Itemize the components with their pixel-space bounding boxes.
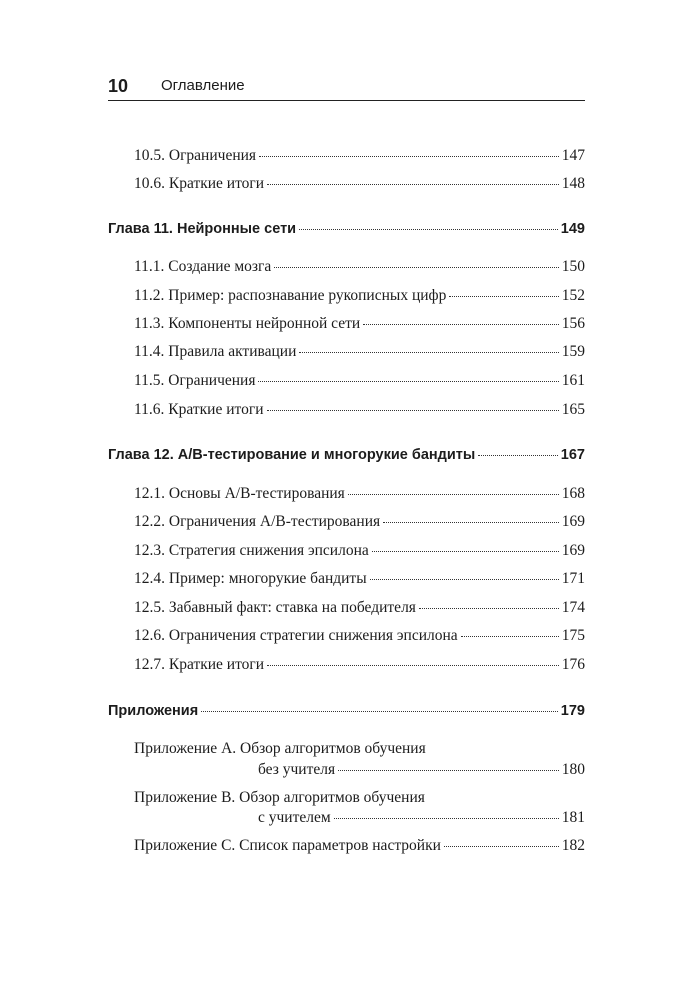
dot-leader bbox=[383, 522, 559, 523]
dot-leader bbox=[267, 665, 559, 666]
page-number: 10 bbox=[108, 76, 129, 96]
toc-entry-page: 174 bbox=[561, 599, 585, 616]
toc-entry-11-4[interactable] bbox=[134, 342, 585, 362]
toc-entry-title: с учителем bbox=[258, 809, 331, 826]
toc-appendix-c[interactable] bbox=[134, 836, 585, 856]
toc-entry-page: 161 bbox=[561, 372, 585, 389]
toc-entry-title: 11.6. Краткие итоги bbox=[134, 401, 264, 418]
dot-leader bbox=[334, 818, 559, 819]
toc-entry-page: 169 bbox=[561, 542, 585, 559]
dot-leader bbox=[449, 296, 558, 297]
toc-chapter-11[interactable] bbox=[108, 219, 585, 239]
toc-appendix-b[interactable] bbox=[258, 808, 585, 828]
dot-leader bbox=[419, 608, 559, 609]
toc-entry-page: 159 bbox=[561, 343, 585, 360]
toc-entry-page: 176 bbox=[561, 656, 585, 673]
toc-entry-page: 148 bbox=[561, 175, 585, 192]
dot-leader bbox=[478, 455, 558, 456]
toc-entry-page: 171 bbox=[561, 570, 585, 587]
toc-entry-10-5[interactable] bbox=[134, 146, 585, 166]
toc-entry-title: 10.5. Ограничения bbox=[134, 147, 257, 164]
toc-chapter-page: 179 bbox=[560, 703, 585, 719]
dot-leader bbox=[274, 267, 558, 268]
toc-entry-12-2[interactable] bbox=[134, 512, 585, 532]
dot-leader bbox=[363, 324, 559, 325]
toc-chapter-title: Приложения bbox=[108, 703, 199, 719]
toc-entry-12-5[interactable] bbox=[134, 598, 585, 618]
dot-leader bbox=[370, 579, 559, 580]
toc-entry-page: 165 bbox=[561, 401, 585, 418]
toc-entry-12-3[interactable] bbox=[134, 541, 585, 561]
toc-entry-title: 12.5. Забавный факт: ставка на победителя bbox=[134, 599, 416, 616]
toc-entry-title: 12.3. Стратегия снижения эпсилона bbox=[134, 542, 369, 559]
toc-entry-12-6[interactable] bbox=[134, 626, 585, 646]
toc-entry-page: 156 bbox=[561, 315, 585, 332]
toc-entry-11-2[interactable] bbox=[134, 286, 585, 306]
dot-leader bbox=[259, 156, 559, 157]
dot-leader bbox=[299, 229, 558, 230]
dot-leader bbox=[372, 551, 559, 552]
toc-entry-title: 12.1. Основы A/B-тестирования bbox=[134, 485, 345, 502]
toc-entry-page: 168 bbox=[561, 485, 585, 502]
toc-entry-10-6[interactable] bbox=[134, 174, 585, 194]
running-title: Оглавление bbox=[161, 77, 245, 94]
toc-entry-page: 169 bbox=[561, 513, 585, 530]
toc-entry-title: 12.7. Краткие итоги bbox=[134, 656, 265, 673]
toc-chapter-title: Глава 12. A/B-тестирование и многорукие бандиты bbox=[108, 447, 476, 463]
dot-leader bbox=[267, 410, 559, 411]
toc-chapter-page: 167 bbox=[560, 447, 585, 463]
toc-entry-page: 181 bbox=[561, 809, 585, 826]
dot-leader bbox=[201, 711, 558, 712]
toc-entry-12-4[interactable] bbox=[134, 569, 585, 589]
toc-chapter-title: Глава 11. Нейронные сети bbox=[108, 221, 297, 237]
dot-leader bbox=[461, 636, 559, 637]
toc-entry-title: 11.2. Пример: распознавание рукописных цифр bbox=[134, 287, 447, 304]
toc-entry-11-1[interactable] bbox=[134, 257, 585, 277]
toc-entry-12-7[interactable] bbox=[134, 655, 585, 675]
toc-entry-11-3[interactable] bbox=[134, 314, 585, 334]
toc-entry-title: Приложение C. Список параметров настройки bbox=[134, 837, 441, 854]
toc-entry-title: без учителя bbox=[258, 761, 336, 778]
page-header bbox=[108, 74, 585, 101]
toc-entry-11-5[interactable] bbox=[134, 371, 585, 391]
toc-entry-title: 11.3. Компоненты нейронной сети bbox=[134, 315, 361, 332]
toc-entry-11-6[interactable] bbox=[134, 400, 585, 420]
toc-entry-title: 12.4. Пример: многорукие бандиты bbox=[134, 570, 367, 587]
toc-entry-12-1[interactable] bbox=[134, 484, 585, 504]
toc-entry-title: 10.6. Краткие итоги bbox=[134, 175, 265, 192]
dot-leader bbox=[267, 184, 559, 185]
toc-entry-page: 152 bbox=[561, 287, 585, 304]
toc-appendix-b-line1[interactable]: Приложение B. Обзор алгоритмов обучения bbox=[134, 789, 425, 806]
dot-leader bbox=[299, 352, 558, 353]
toc-entry-page: 150 bbox=[561, 258, 585, 275]
toc-appendix-a[interactable] bbox=[258, 760, 585, 780]
toc-entry-page: 175 bbox=[561, 627, 585, 644]
toc-entry-page: 180 bbox=[561, 761, 585, 778]
toc-entry-title: 11.4. Правила активации bbox=[134, 343, 297, 360]
dot-leader bbox=[258, 381, 558, 382]
toc-appendices[interactable] bbox=[108, 701, 585, 721]
toc-entry-title: 12.6. Ограничения стратегии снижения эпсилона bbox=[134, 627, 458, 644]
toc-entry-title: 11.5. Ограничения bbox=[134, 372, 256, 389]
dot-leader bbox=[444, 846, 559, 847]
toc-entry-page: 147 bbox=[561, 147, 585, 164]
toc-entry-title: 12.2. Ограничения A/B-тестирования bbox=[134, 513, 381, 530]
toc-chapter-page: 149 bbox=[560, 221, 585, 237]
dot-leader bbox=[338, 770, 559, 771]
toc-chapter-12[interactable] bbox=[108, 445, 585, 465]
toc-appendix-a-line1[interactable]: Приложение A. Обзор алгоритмов обучения bbox=[134, 740, 426, 757]
toc-entry-title: 11.1. Создание мозга bbox=[134, 258, 272, 275]
dot-leader bbox=[348, 494, 559, 495]
toc-entry-page: 182 bbox=[561, 837, 585, 854]
